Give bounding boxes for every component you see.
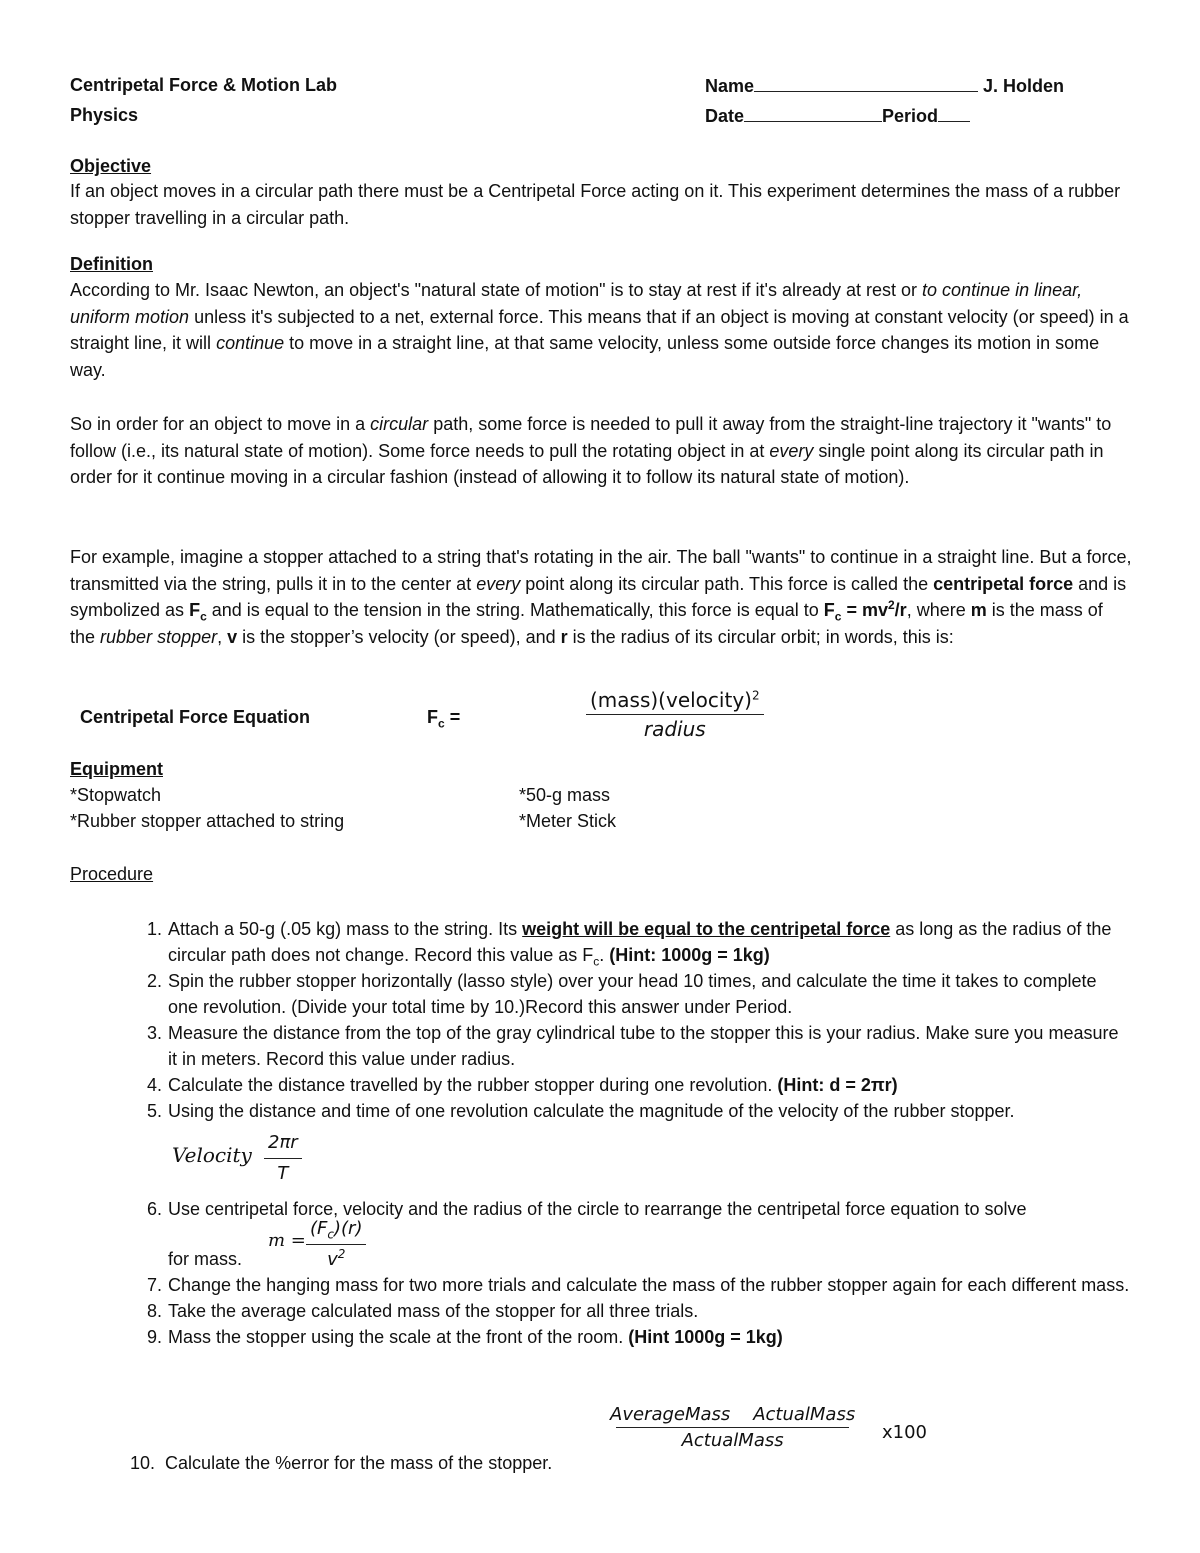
equipment-item: *Stopwatch	[70, 785, 162, 805]
period-label: Period	[882, 106, 939, 126]
date-label: Date	[705, 106, 745, 126]
period-blank	[938, 103, 970, 122]
name-label: Name	[705, 76, 755, 96]
equation-label: Centripetal Force Equation	[80, 707, 311, 727]
procedure-heading: Procedure	[70, 864, 154, 884]
procedure-step: 6. Use centripetal force, velocity and the radius of the circle to rearrange the centripetal force equation to solve for mass. m = $\frac{(F_c)(r)}{v^2}$	[120, 1196, 1130, 1272]
definition-heading: Definition	[70, 254, 153, 274]
name-blank	[754, 73, 978, 92]
definition-paragraph-2: So in order for an object to move in a circular path, some force is needed to pull it away from the straight-line trajectory it "wants" to follow (i.e., its natural state of motion). Some force needs to pull the rotating object in at every single point along its circular path in order for it continue moving in a circular fashion (instead of allowing it to follow its natural state of motion).	[70, 414, 1112, 487]
equipment-heading: Equipment	[70, 759, 163, 779]
name-field	[705, 73, 1064, 98]
for-mass-text: for mass.	[168, 1249, 243, 1269]
percent-error-fraction: AverageMass ActualMass ActualMass	[610, 1404, 856, 1451]
velocity-label: Velocity	[172, 1143, 252, 1167]
procedure-list	[120, 916, 1130, 1350]
objective-text: If an object moves in a circular path there must be a Centripetal Force acting on it. This experiment determines the mass of a rubber stopper travelling in a circular path.	[70, 181, 1121, 228]
equation-lhs: $F_c$ =	[427, 707, 461, 731]
procedure-step: 9. Mass the stopper using the scale at the front of the room. (Hint 1000g = 1kg)	[146, 1327, 783, 1347]
mass-formula	[168, 1218, 1130, 1272]
equipment-item: *Meter Stick	[519, 811, 617, 831]
equipment-item: *50-g mass	[519, 785, 611, 805]
equation-numerator: (mass)(velocity)$^2$	[586, 688, 764, 715]
objective-heading: Objective	[70, 156, 152, 176]
date-period-field	[705, 103, 970, 128]
velocity-formula	[168, 1124, 1130, 1196]
equipment-item: *Rubber stopper attached to string	[70, 811, 345, 831]
subject-label: Physics	[70, 105, 139, 125]
procedure-step: 2. Spin the rubber stopper horizontally (lasso style) over your head 10 times, and calculate the time it takes to complete one revolution. (Divide your total time by 10.)Record this answer under Period.	[146, 971, 1097, 1017]
procedure-step: 5. Using the distance and time of one revolution calculate the magnitude of the velocity of the rubber stopper. Velocity $\frac{2\pi r}{T}$	[120, 1098, 1130, 1196]
equation-fraction	[586, 688, 764, 741]
mass-lhs: m =	[268, 1230, 306, 1251]
equation-denominator: radius	[643, 717, 706, 741]
velocity-fraction: $\frac{2\pi r}{T}$	[264, 1130, 302, 1187]
times-100: x100	[882, 1422, 928, 1443]
definition-paragraph-3: For example, imagine a stopper attached to a string that's rotating in the air. The ball "wants" to continue in a straight line. But a force, transmitted via the string, pulls it in to the center at every point along its circular path. This force is called the centripetal force and is symbolized as $F_c$ and is equal to the tension in the string. Mathematically, this force is equal to $F_c = mv^2/r$, where m is the mass of the rubber stopper, v is the stopper’s velocity (or speed), and r is the radius of its circular orbit; in words, this is:	[70, 547, 1132, 647]
lab-title: Centripetal Force & Motion Lab	[70, 75, 338, 95]
definition-paragraph-1: According to Mr. Isaac Newton, an object's "natural state of motion" is to stay at rest if it's already at rest or to continue in linear, uniform motion unless it's subjected to a net, external force. This means that if an object is moving at constant velocity (or speed) in a straight line, it will continue to move in a straight line, at that same velocity, unless some outside force changes its motion in some way.	[70, 280, 1129, 380]
procedure-step: 1. Attach a 50-g (.05 kg) mass to the string. Its weight will be equal to the centripetal force as long as the radius of the circular path does not change. Record this value as $F_c$. (Hint: 1000g = 1kg)	[146, 919, 1112, 969]
teacher-name: J. Holden	[983, 76, 1065, 96]
date-blank	[744, 103, 882, 122]
procedure-step: 3. Measure the distance from the top of the gray cylindrical tube to the stopper this is your radius. Make sure you measure it in meters. Record this value under radius.	[146, 1023, 1119, 1069]
procedure-step: 4. Calculate the distance travelled by the rubber stopper during one revolution. (Hint: d = 2πr)	[146, 1075, 898, 1095]
mass-fraction: $\frac{(F_c)(r)}{v^2}$	[306, 1216, 366, 1273]
procedure-step: 10. Calculate the %error for the mass of the stopper.	[130, 1453, 553, 1473]
procedure-step: 7. Change the hanging mass for two more trials and calculate the mass of the rubber stopper again for each different mass.	[146, 1275, 1130, 1295]
procedure-step: 8. Take the average calculated mass of the stopper for all three trials.	[146, 1301, 699, 1321]
